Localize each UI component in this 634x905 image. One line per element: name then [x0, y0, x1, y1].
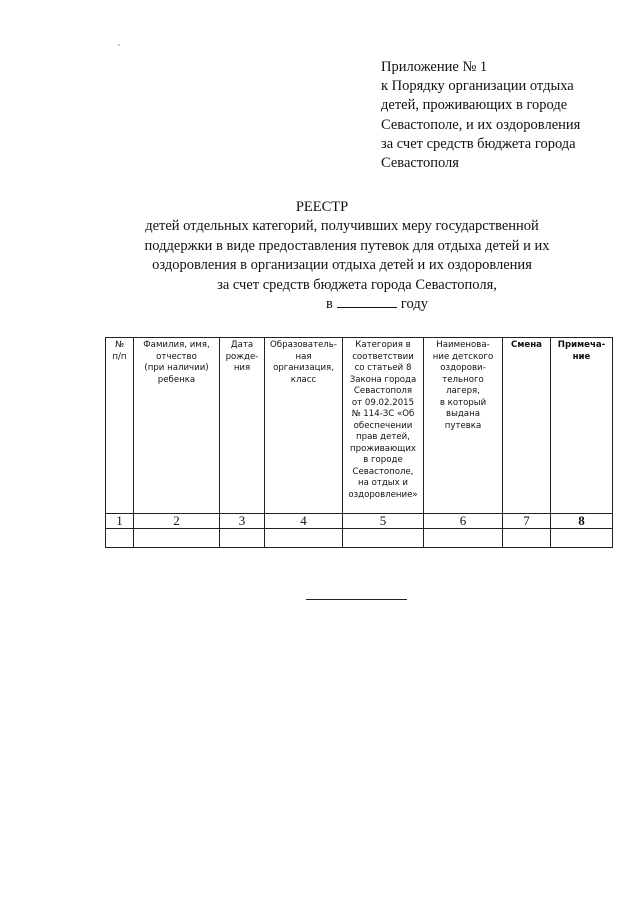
- header-line: класс: [290, 374, 317, 385]
- date-blank: [337, 295, 397, 308]
- header-line: проживающих: [350, 443, 416, 454]
- header-line: Закона города: [349, 374, 417, 385]
- header-line: п/п: [112, 351, 127, 362]
- header-line: Наименова-: [436, 340, 490, 350]
- column-number-cell: 7: [503, 514, 551, 529]
- column-number-cell: 2: [134, 514, 220, 529]
- header-line: Дата: [230, 340, 254, 350]
- header-line: в городе: [363, 455, 403, 465]
- header-line: путевка: [444, 420, 482, 431]
- column-number-row: [106, 514, 613, 529]
- empty-cell: [343, 529, 424, 548]
- header-cell-shift: [503, 338, 551, 514]
- title-line: поддержки в виде предоставления путевок для отдыха детей и их: [144, 237, 550, 254]
- annex-line: за счет средств бюджета города: [381, 135, 576, 152]
- header-line: оздорови-: [440, 363, 486, 373]
- header-line: со статьей 8: [354, 363, 412, 373]
- header-row: [106, 338, 613, 514]
- header-cell-category: [343, 338, 424, 514]
- empty-cell: [106, 529, 134, 548]
- header-line: №: [115, 340, 124, 350]
- header-line: соответствии: [352, 351, 414, 362]
- header-line: Севастополе,: [352, 466, 414, 477]
- empty-cell: [503, 529, 551, 548]
- header-cell-school: [265, 338, 343, 514]
- column-number-cell: 6: [424, 514, 503, 529]
- annex-line: к Порядку организации отдыха: [381, 78, 574, 95]
- annex-line: Севастополе, и их оздоровления: [381, 116, 581, 133]
- header-line: обеспечении: [353, 420, 413, 431]
- header-line: рожде-: [225, 351, 259, 362]
- empty-cell: [220, 529, 265, 548]
- annex-line: Приложение № 1: [381, 59, 488, 75]
- header-line: Фамилия, имя,: [143, 340, 210, 350]
- header-line: ния: [233, 363, 251, 373]
- header-line: (при наличии): [144, 363, 209, 373]
- title-date-line: [120, 295, 634, 314]
- empty-cell: [134, 529, 220, 548]
- header-line: прав детей,: [356, 432, 410, 442]
- closing-line: [306, 599, 407, 600]
- header-line: Образователь-: [270, 340, 337, 350]
- empty-data-row: [106, 529, 613, 548]
- header-cell-number: [106, 338, 134, 514]
- empty-cell: [424, 529, 503, 548]
- header-line: ние детского: [432, 351, 494, 362]
- header-line: Категория в: [355, 340, 411, 350]
- date-suffix: году: [400, 296, 428, 313]
- header-line: от 09.02.2015: [351, 397, 415, 408]
- header-line: ребенка: [157, 374, 196, 385]
- column-number-cell: 5: [343, 514, 424, 529]
- empty-cell: [551, 529, 613, 548]
- annex-line: детей, проживающих в городе: [381, 97, 568, 114]
- header-line: отчество: [156, 351, 197, 362]
- registry-table: [105, 337, 613, 548]
- document-title: [0, 198, 634, 314]
- header-line: ние: [572, 351, 591, 362]
- column-number-cell: 8: [551, 514, 613, 529]
- header-cell-birthdate: [220, 338, 265, 514]
- header-line: Севастополя: [353, 386, 413, 396]
- header-line: выдана: [446, 409, 480, 419]
- header-line: Смена: [511, 340, 542, 350]
- column-number-cell: 1: [106, 514, 134, 529]
- header-cell-fullname: [134, 338, 220, 514]
- date-prefix: в: [326, 296, 333, 313]
- annex-reference: [381, 58, 621, 173]
- header-line: Примеча-: [557, 340, 606, 350]
- empty-cell: [265, 529, 343, 548]
- title-line: за счет средств бюджета города Севастополя,: [217, 276, 497, 293]
- header-line: в который: [439, 397, 487, 408]
- title-heading: РЕЕСТР: [295, 199, 349, 215]
- header-cell-camp: [424, 338, 503, 514]
- scan-speck: [118, 44, 120, 46]
- title-line: оздоровления в организации отдыха детей и их оздоровления: [152, 257, 532, 274]
- column-number-cell: 3: [220, 514, 265, 529]
- header-line: оздоровление»: [348, 489, 418, 500]
- column-number-cell: 4: [265, 514, 343, 529]
- header-cell-note: [551, 338, 613, 514]
- header-line: тельного: [442, 374, 484, 385]
- header-line: № 114-ЗС «Об: [351, 409, 415, 419]
- header-line: организация,: [273, 363, 334, 373]
- annex-line: Севастополя: [381, 155, 459, 172]
- header-line: на отдых и: [357, 478, 408, 488]
- title-line: детей отдельных категорий, получивших меру государственной: [145, 218, 539, 235]
- header-line: лагеря,: [446, 386, 480, 396]
- header-line: ная: [295, 351, 312, 362]
